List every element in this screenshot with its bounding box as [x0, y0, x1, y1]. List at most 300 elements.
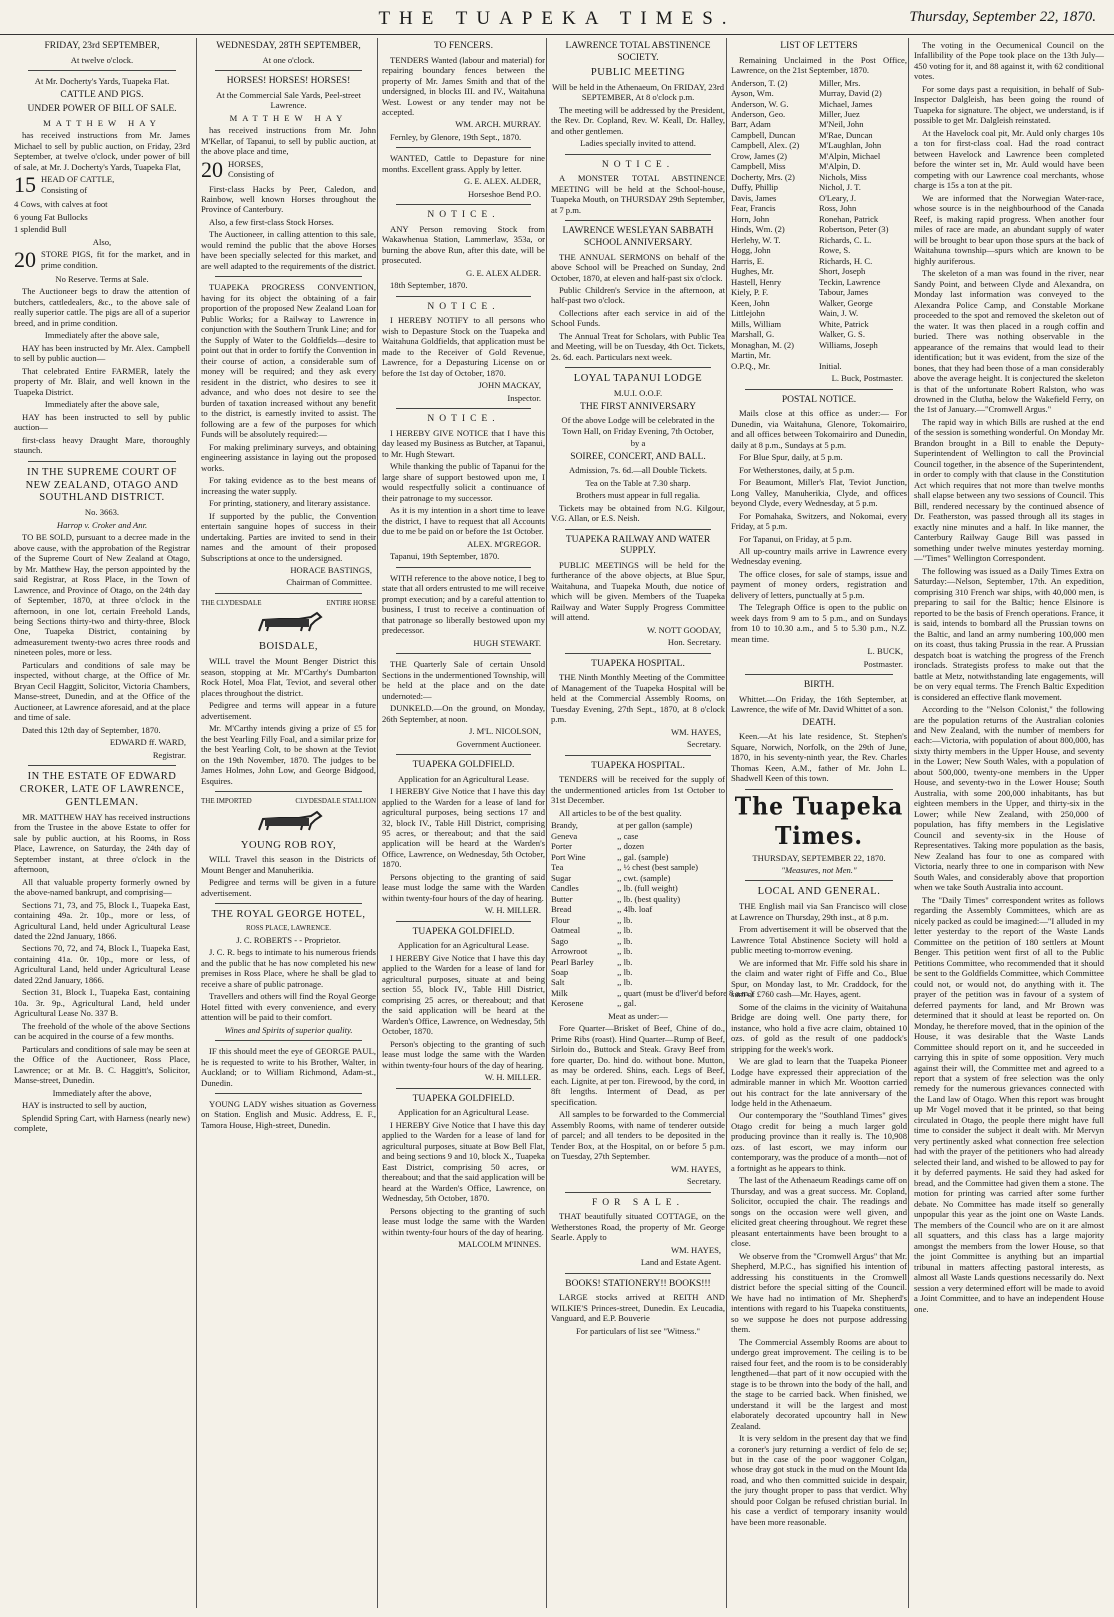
- ad-text: has received instructions from Mr. John M'Kellar, of Tapanui, to sell by public auction, at the above place and time,: [201, 125, 376, 157]
- ad-text: PUBLIC MEETINGS will be held for the furtherance of the above objects, at Blue Spur, Waitahuna, and Tuapeka Mouth, due notice of which will be given. Members of the Tuapeka Railway and Water Supply Progress Committee will attend.: [551, 559, 725, 623]
- ad-text: HEAD OF CATTLE,: [41, 174, 115, 185]
- letter-recipient: M'Alpin, D.: [819, 161, 861, 172]
- ad-text: TUAPEKA PROGRESS CONVENTION, having for its object the obtaining of a fair proportion of the proposed New Zealand Loan for Public Works; for a Railway to Lawrence in conjunction with the Southern Trunk Line; and for the Supply of Water to the Goldfields—desire to point out that in order to fortify the Convention in their course of action, a considerable sum of money will be required; and they ask every resident in the district, who desires to see it advance, and who does not desire to see the burden of taxation increased without any benefit to the district, is earnestly invited to assist. The following are a few of the purposes for which Funds will be absolutely required:—: [201, 282, 376, 440]
- letter-recipient: O.P.Q., Mr.: [731, 360, 771, 371]
- ad-text: Section 31, Block I., Tuapeka East, containing 10a. 3r. 9p., Agricultural Land, held under Agricultural Lease No. 337 B.: [14, 987, 190, 1019]
- tender-item-name: Bread: [551, 904, 572, 915]
- tender-item-name: Tea: [551, 862, 564, 873]
- soiree-heading: SOIREE, CONCERT, AND BALL.: [570, 451, 706, 462]
- ad-text: For taking evidence as to the best means of increasing the water supply.: [201, 475, 376, 496]
- letter-recipient: Initial.: [819, 360, 842, 371]
- ad-text: THAT beautifully situated COTTAGE, on the Wetherstones Road, the property of Mr. George Searle. Apply to: [551, 1211, 725, 1243]
- ad-text: Wines and Spirits of superior quality.: [224, 1024, 353, 1035]
- letter-recipient: Duffy, Phillip: [731, 182, 779, 193]
- goldfield-heading: TUAPEKA GOLDFIELD.: [412, 926, 515, 937]
- tender-item-unit: ,, lb.: [617, 925, 633, 936]
- ad-text: For Blue Spur, daily, at 5 p.m.: [739, 452, 843, 463]
- tender-item-name: Kerosene: [551, 998, 584, 1009]
- column-3: [377, 38, 549, 1608]
- ad-text: Tickets may be obtained from N.G. Kilgour, V.G. Allan, or E.S. Neish.: [551, 502, 725, 524]
- ad-text: DUNKELD.—On the ground, on Monday, 26th September, at noon.: [382, 703, 545, 724]
- article-text: At the Havelock coal pit, Mr. Auld only charges 10s a ton for first-class coal. Had the road contract between Havelock and Lawrence been completed before the winter set in, Mr. Auld would have been competing with our Lawrence coal merchants, whose charge is 15s a ton at the pit.: [914, 127, 1104, 191]
- article-text: THE English mail via San Francisco will close at Lawrence on Thursday, 29th inst., at 8 p.m.: [731, 901, 907, 922]
- ad-text: WILL Travel this season in the Districts of Mount Benger and Manuherikia.: [201, 854, 376, 875]
- ad-text: For Pomahaka, Switzers, and Nokomai, every Friday, at 5 p.m.: [731, 510, 907, 532]
- horse-label: THE IMPORTED: [201, 797, 252, 806]
- sale-time: At twelve o'clock.: [70, 54, 134, 65]
- ad-text: The Auctioneer, in calling attention to this sale, would remind the public that the above Horses have been specially selected for this market, and are well adapted to the requirements of the district.: [201, 229, 376, 271]
- hotel-proprietor: J. C. ROBERTS - - Proprietor.: [236, 934, 341, 945]
- column-6: [908, 38, 1104, 1608]
- ad-text: Persons objecting to the granting of such lease must lodge the same with the Warden within twenty-four hours of the day of hearing.: [382, 1205, 545, 1237]
- letter-recipient: Littlejohn: [731, 308, 765, 319]
- article-text: Some of the claims in the vicinity of Waitahuna Bridge are doing well. One party there, for instance, who hold a five acre claim, obtained 10 ozs. of gold as the result of one paddock's stripping for the week's work.: [731, 1001, 907, 1054]
- ad-text: Admission, 7s. 6d.—all Double Tickets.: [569, 465, 707, 476]
- ad-text: Pedigree and terms will be given in a future advertisement.: [201, 877, 376, 898]
- signature: G. E. ALEX. ALDER,: [463, 176, 541, 187]
- horse-label: THE CLYDESDALE: [201, 598, 262, 607]
- local-general-heading: LOCAL AND GENERAL.: [757, 886, 881, 898]
- ad-text: Tea on the Table at 7.30 sharp.: [585, 477, 691, 488]
- ad-text: Brothers must appear in full regalia.: [575, 490, 701, 501]
- ad-text: I HEREBY Give Notice that I have this day applied to the Warden for a lease of land for agricultural purposes, situate at Bow Bell Flat, and being sections 9 and 10, block X., Tuapeka East District, comprising 50 acres, or thereabout; and that the said application will be heard at the Warden's Office, Lawrence, on Wednesday, 5th October, 1870.: [382, 1119, 545, 1204]
- notice-heading: NOTICE.: [427, 210, 500, 221]
- ad-text: has received instructions from Mr. James Michael to sell by public auction, on Friday, 23rd September, at twelve o'clock, under power of bill of sale, at Mr. J. Docherty's Yards, Tuapeka Flat,: [14, 130, 190, 172]
- ad-text: WANTED, Cattle to Depasture for nine months. Excellent grass. Apply by letter.: [382, 153, 545, 174]
- letters-left: [731, 78, 819, 372]
- ad-text: Consisting of: [41, 184, 88, 195]
- newspaper-title: THE TUAPEKA TIMES.: [378, 8, 736, 29]
- letter-recipient: Ronehan, Patrick: [819, 213, 879, 224]
- tender-item: [551, 925, 725, 935]
- letters-list: [731, 78, 907, 372]
- sale-time: At one o'clock.: [262, 54, 315, 65]
- ad-text: All samples to be forwarded to the Commercial Assembly Rooms, with name of tenderer outside of parcel; and all tenders to be deposited in the Tender Box, at the Hospital, on or before 5 p.m. on Tuesday, 27th September.: [551, 1109, 725, 1162]
- signature: L. Buck, Postmaster.: [831, 373, 903, 384]
- signature-title: Hon. Secretary.: [667, 637, 721, 648]
- ad-text: Whittet.—On Friday, the 16th September, at Lawrence, the wife of Mr. David Whittet of a son.: [731, 693, 907, 715]
- letter-recipient: Docherty, Mrs. (2): [731, 171, 795, 182]
- tender-item-unit: ,, ½ chest (best sample): [617, 862, 699, 873]
- sale-date-heading: WEDNESDAY, 28TH SEPTEMBER,: [216, 41, 361, 51]
- cattle-count: 15: [14, 172, 36, 198]
- tender-item: [551, 987, 754, 998]
- tender-item: [551, 936, 725, 946]
- ad-text: Mails close at this office as under:— For Dunedin, via Waitahuna, Glenore, Tokomairiro, and all offices between Tokomairiro and Dunedin, daily at 8 p.m., Sundays at 5 p.m.: [731, 408, 907, 450]
- railway-heading: TUAPEKA RAILWAY AND WATER SUPPLY.: [565, 534, 711, 557]
- ad-text: Consisting of: [228, 169, 275, 180]
- letter-recipient: Michael, James: [819, 98, 873, 109]
- death-heading: DEATH.: [802, 717, 836, 728]
- ad-text: THE Ninth Monthly Meeting of the Committee of Management of the Tuapeka Hospital will be held at the Commercial Assembly Rooms, on Tuesday Evening, 27th Sept., 1870, at 8 o'clock p.m.: [551, 672, 725, 725]
- hospital-heading: TUAPEKA HOSPITAL.: [591, 658, 685, 669]
- birth-heading: BIRTH.: [803, 680, 835, 691]
- tender-item: [551, 998, 725, 1008]
- letter-recipient: Campbell, Alex. (2): [731, 140, 800, 151]
- tender-item-unit: ,, gal. (sample): [617, 851, 669, 862]
- article-text: We observe from the "Cromwell Argus" that Mr. Shepherd, M.P.C., has signified his intention of addressing his constituents in the Cromwell district before the special sitting of the Council. We have had no intimation of Mr. Shepherd's intentions with regard to his Tuapeka constituents, so we suppose he does not purpose addressing them.: [731, 1250, 907, 1335]
- ad-text: J. C. R. begs to intimate to his numerous friends and the public that he has now completed his new premises in Ross Place, where he shall be glad to receive a share of public patronage.: [201, 947, 376, 989]
- ad-text: first-class heavy Draught Mare, thoroughly staunch.: [14, 434, 190, 456]
- ad-text: Fore Quarter—Brisket of Beef, Chine of do., Prime Ribs (roast). Hind Quarter—Rump of Beef, Sirloin do., Buttock and Steak. Gravy Beef from fore quarter, Do. hind do. without bone. Mutton, as may be ordered. Shins, each. Legs of Beef, each. Lignite, at per ton. Firewood, by the cord, in 8ft lengths. Interment of Dead, as per specification.: [551, 1023, 725, 1107]
- article-text: The rapid way in which Bills are rushed at the end of the session is something wonderful. On Monday Mr. Brandon brought in a Bill to enable the Deputy-Superintendent of Wellington to call the Provincial Council together, in the absence of the Superintendent, in order to comply with that clause in the Constitution Act which requires that not more than twelve months shall elapse between any two sessions of Council. This Bill, rendered necessary by the continued absence of Dr. Featherston, was passed through all its stages in exactly nine minutes and a half. In like manner, the Canterbury Railway Gauge Bill was passed in something under twelve minutes yesterday morning.—"Times" Wellington Correspondent.: [914, 416, 1105, 564]
- letter-recipient: Ayson, Wm.: [731, 88, 774, 99]
- tender-item: [551, 894, 725, 904]
- lodge-heading: LOYAL TAPANUI LODGE: [573, 373, 703, 385]
- ad-text: Travellers and others will find the Royal George Hotel fitted with every convenience, and every attention will be paid to their comfort.: [201, 991, 376, 1023]
- ad-text: HAY has been instructed to sell by public auction—: [14, 411, 190, 433]
- estate-heading: IN THE ESTATE OF EDWARD CROKER, LATE OF LAWRENCE, GENTLEMAN.: [19, 771, 185, 808]
- tender-item-unit: ,, dozen: [617, 841, 645, 852]
- signature: W. H. MILLER.: [484, 905, 541, 916]
- signature: WM. HAYES,: [670, 726, 721, 737]
- goldfield-heading: TUAPEKA GOLDFIELD.: [412, 1093, 515, 1104]
- ad-text: Sections 71, 73, and 75, Block I., Tuapeka East, containing 49a. 2r. 10p., more or less, of Agricultural Land, held under Agricultural Lease dated the 22nd January, 1866.: [14, 899, 190, 941]
- tender-item-name: Sago: [551, 935, 569, 946]
- signature: W. H. MILLER.: [484, 1072, 541, 1083]
- letter-recipient: Anderson, T. (2): [731, 77, 788, 88]
- horse-count: 20: [201, 156, 223, 182]
- article-text: The last of the Athenaeum Readings came off on Thursday, and was a great success. Mr. Copland, Solicitor, occupied the chair. The readings and songs on the occasion were well given, and elicited great cheering throughout. We regret these pleasant entertainments have been brought to a close.: [731, 1175, 907, 1249]
- notice-heading: NOTICE.: [601, 159, 675, 170]
- letter-recipient: Harris, E.: [731, 255, 765, 266]
- signature-title: Chairman of Committee.: [286, 577, 372, 588]
- signature: J. M'L. NICOLSON,: [469, 726, 541, 737]
- tender-item: [551, 831, 725, 841]
- signature: G. E. ALEX ALDER.: [466, 267, 541, 278]
- letter-recipient: Miller, Mrs.: [819, 77, 861, 88]
- columns: [14, 38, 1105, 1608]
- signature-title: Secretary.: [686, 1176, 721, 1187]
- article-text: The voting in the Oecumenical Council on the Infallibility of the Pope took place on the 13th July—450 voting for it, and 88 against it, with 62 conditional votes.: [914, 40, 1104, 82]
- letter-recipient: Walker, George: [819, 297, 873, 308]
- ad-text: Splendid Spring Cart, with Harness (nearly new) complete,: [14, 1112, 190, 1134]
- tender-item-unit: at per gallon (sample): [617, 820, 693, 831]
- fencers-heading: TO FENCERS.: [434, 41, 493, 51]
- tender-item-unit: ,, lb. (full weight): [617, 883, 678, 894]
- letter-recipient: M'Laughlan, John: [819, 140, 882, 151]
- ad-text: Particulars and conditions of sale may be inspected, without charge, at the Office of Mr. Bryan Cecil Haggitt, Solicitor, Victoria Chambers, Manse-street, Dunedin, and at the Office of the Auctioneer, at Lawrence aforesaid, and at the place and time of sale.: [14, 659, 190, 723]
- letter-recipient: Campbell, Duncan: [731, 129, 796, 140]
- letter-recipient: Marshall, G.: [731, 329, 775, 340]
- ad-text: TENDERS Wanted (labour and material) for repairing boundary fences between the property of Mr. James Smith and that of the undersigned, in blocks III. and IV., Waitahuna West. Lowest or any tender may not be accepted.: [382, 54, 545, 117]
- article-text: According to the "Nelson Colonist," the following are the population returns of the Australian colonies and New Zealand, with the number of members for each:—Victoria, with population of about 800,000, has sixty thirty members in the Upper House, and seventy in the Lower; New South Wales, with a population of about 500,000, twenty-one members in the Upper House, and seventy-two in the Lower House; South Australia, with some 200,000 inhabitants, has but eighteen members in the Upper, and thirty-six in the Lower; while New Zealand, with 250,000 of population, has fifty members in the Legislative Council and seventy-six in the House of Representatives. Taking more population as the basis, New Zealand has four to one as compared with Victoria, nearly three to one in comparison with New South Wales, and considerably above that proportion when we take South Australia into account.: [914, 704, 1104, 893]
- letter-recipient: Fear, Francis: [731, 203, 776, 214]
- tender-item-name: Candles: [551, 883, 579, 894]
- signature: L. BUCK,: [867, 646, 903, 657]
- tender-item-name: Milk: [551, 987, 568, 998]
- signature: HUGH STEWART.: [473, 637, 541, 648]
- court-heading: IN THE SUPREME COURT OF NEW ZEALAND, OTAGO AND SOUTHLAND DISTRICT.: [25, 466, 179, 504]
- tender-item: [551, 967, 725, 977]
- tender-item-name: Brandy,: [551, 820, 578, 831]
- lodge-subheading: M.U.I. O.O.F.: [613, 388, 663, 399]
- tender-item-unit: ,, lb.: [617, 946, 633, 957]
- letter-recipient: Horn, John: [731, 213, 770, 224]
- ad-text: For particulars of list see "Witness.": [575, 1325, 701, 1336]
- tender-item-name: Soap: [551, 966, 569, 977]
- ad-text: For Tapanui, on Friday, at 5 p.m.: [739, 533, 852, 544]
- letter-recipient: Walker, G. S.: [819, 329, 865, 340]
- letter-recipient: Crow, James (2): [731, 150, 788, 161]
- tender-item-unit: ,, gal.: [617, 998, 637, 1009]
- ad-text: All that valuable property formerly owned by the above-named bankrupt, and comprising—: [14, 876, 190, 898]
- letters-heading: LIST OF LETTERS: [780, 41, 858, 51]
- letters-right: [819, 78, 907, 372]
- ad-text: First-class Hacks by Peer, Caledon, and Rainbow, well known Horses throughout the Province of Canterbury.: [201, 183, 376, 215]
- signature: MALCOLM M'INNES.: [458, 1239, 541, 1250]
- signature: EDWARD ff. WARD,: [109, 737, 186, 748]
- tender-item-unit: ,, lb. (best quality): [617, 893, 681, 904]
- ad-text: THE ANNUAL SERMONS on behalf of the above School will be Preached on Sunday, 2nd October, 1870, at eleven and half-past six o'clock.: [551, 251, 725, 283]
- ad-text: Also, a few first-class Stock Horses.: [209, 216, 334, 227]
- column-1: [14, 38, 194, 1608]
- letter-recipient: White, Patrick: [819, 318, 869, 329]
- ad-text: Dated this 12th day of September, 1870.: [22, 724, 161, 735]
- tender-item-name: Flour: [551, 914, 570, 925]
- ad-text: Fernley, by Glenore, 19th Sept., 1870.: [390, 131, 522, 142]
- ad-text: Ladies specially invited to attend.: [580, 138, 696, 149]
- article-text: The Commercial Assembly Rooms are about to undergo great improvement. The ceiling is to be raised four feet, and the room is to be considerably lengthened—that part of it now occupied with the stage is to be thrown into the body of the hall, and the stage to be carried back. When finished, we understand it will be the largest and most elaborately decorated upcountry hall in New Zealand.: [731, 1336, 907, 1431]
- ad-text: TO BE SOLD, pursuant to a decree made in the above cause, with the approbation of the Registrar of the Supreme Court of New Zealand at Otago, by Mr. Matthew Hay, the person appointed by the said Registrar, at Ross Place, in the Town of Lawrence, and Province of Otago, on the 24th day of September, 1870, at three o'clock in the afternoon, in one lot, certain Freehold Lands, being Sections thirty-two and thirty-three, Block One, Tuapeka District, containing by admeasurement twenty-two acres three roods and nineteen poles, more or less.: [14, 532, 190, 658]
- goldfield-heading: TUAPEKA GOLDFIELD.: [412, 759, 515, 770]
- tender-item-name: Sugar: [551, 872, 572, 883]
- tender-item-unit: ,, 4lb. loaf: [617, 904, 653, 915]
- ad-text: I HEREBY NOTIFY to all persons who wish to Depasture Stock on the Tuapeka and Waitahuna Goldfields, that application must be made to the Receiver of Gold Revenue, Lawrence, for a Depasturing License on or before the 1st day of October, 1870.: [382, 315, 545, 378]
- auctioneer-name: MATTHEW HAY: [229, 112, 348, 123]
- ad-text: TENDERS will be received for the supply of the undermentioned articles from 1st October to 31st December.: [551, 774, 725, 806]
- horse-label: CLYDESDALE STALLION: [295, 797, 376, 806]
- tender-item-unit: ,, lb.: [617, 977, 633, 988]
- ad-text: For making preliminary surveys, and obtaining engineering assistance in laying out the proposed works.: [201, 441, 376, 473]
- letter-recipient: [819, 350, 863, 360]
- letter-recipient: Campbell, Miss: [731, 161, 786, 172]
- letter-recipient: Hinds, Wm. (2): [731, 224, 785, 235]
- hotel-heading: THE ROYAL GEORGE HOTEL,: [211, 909, 366, 921]
- ad-text: Pedigree and terms will appear in a future advertisement.: [201, 700, 376, 721]
- signature: JOHN MACKAY,: [478, 380, 541, 391]
- books-heading: BOOKS! STATIONERY!! BOOKS!!!: [565, 1278, 711, 1289]
- ad-text: The Auctioneer begs to draw the attention of butchers, cattledealers, &c., to the above sale of really superior cattle. The pigs are all of a superior breed, and in prime condition.: [14, 286, 190, 328]
- ad-text: MR. MATTHEW HAY has received instructions from the Trustee in the above Estate to offer for sale by public auction, at his Rooms, in Ross Place, Lawrence, on Saturday, the 24th day of September instant, at three o'clock in the afternoon,: [14, 811, 190, 875]
- signature-title: Government Auctioneer.: [456, 738, 541, 749]
- for-sale-heading: FOR SALE.: [592, 1197, 684, 1208]
- ad-text: HAY is instructed to sell by auction,: [22, 1100, 147, 1111]
- column-2: [196, 38, 380, 1608]
- signature-title: Postmaster.: [863, 658, 903, 669]
- signature: WM. HAYES,: [670, 1163, 721, 1174]
- ad-text: The office closes, for sale of stamps, issue and payment of money orders, registration and delivery of letters, punctually at 5 p.m.: [731, 568, 907, 600]
- horse-name: BOISDALE,: [258, 641, 319, 653]
- ad-text: Immediately after the above sale,: [44, 399, 160, 410]
- case-number: No. 3663.: [84, 507, 120, 518]
- case-parties: Harrop v. Croker and Anr.: [56, 519, 148, 530]
- ad-text: Mr. M'Carthy intends giving a prize of £5 for the best Yearling Filly Foal, and a similar prize for the best Yearling Colt, to be shown at the Teviot on the 19th November, 1870. The judges to be James Holmes, John Low, and George Bidgood, Esquires.: [201, 723, 376, 786]
- tender-item-name: Butter: [551, 893, 573, 904]
- ad-text: For Beaumont, Miller's Flat, Teviot Junction, Long Valley, Manuherikia, Clyde, and offices beyond Clyde, every Wednesday, at 5 p.m.: [731, 477, 907, 509]
- paper-nameplate: The Tuapeka Times.: [734, 792, 904, 851]
- sale-location: At Mr. Docherty's Yards, Tuapeka Flat.: [34, 76, 170, 87]
- issue-date: Thursday, September 22, 1870.: [909, 9, 1096, 25]
- letter-recipient: Anderson, W. G.: [731, 98, 789, 109]
- ad-text: HAY has been instructed by Mr. Alex. Campbell to sell by public auction—: [14, 342, 190, 364]
- signature-title: Horseshoe Bend P.O.: [467, 188, 541, 199]
- article-text: It is very seldom in the present day that we find a coroner's jury returning a verdict of felo de se; but in the case of the poor waggoner Colgan, whose dray got stuck in the mud on the Mount Ida road, and who then committed suicide in despair, the jury thought proper to pass that verdict. Why should poor Colgan be refused christian burial. In his case a verdict of temporary insanity would have been more reasonable.: [731, 1433, 907, 1527]
- column-5: [726, 38, 911, 1608]
- cattle-heading: CATTLE AND PIGS.: [60, 89, 144, 100]
- article-text: We are glad to learn that the Tuapeka Pioneer Lodge have expressed their appreciation of the admirable manner in which Mr. Wootton carried out his contract for the late anniversary of the lodge held in the Athenaeum.: [731, 1056, 907, 1108]
- ad-text: The Telegraph Office is open to the public on week days from 9 am to 5 p.m., and on Sundays from 10 to 10.30 a.m., and 5 to 5.30 p.m., N.Z. mean time.: [731, 602, 907, 644]
- horses-heading: HORSES! HORSES! HORSES!: [226, 76, 351, 87]
- masthead: [0, 0, 1114, 35]
- letter-recipient: Martin, Mr.: [731, 350, 771, 361]
- paper-motto: "Measures, not Men.": [781, 865, 857, 875]
- sale-location: At the Commercial Sale Yards, Peel-street Lawrence.: [216, 89, 361, 111]
- ad-text: Public Children's Service in the afternoon, at half-past two o'clock.: [551, 284, 725, 306]
- goldfield-subheading: Application for an Agricultural Lease.: [397, 773, 529, 784]
- letter-recipient: Ross, John: [819, 203, 857, 214]
- tender-item-name: Oatmeal: [551, 925, 581, 936]
- tender-item-unit: ,, lb.: [617, 914, 633, 925]
- tender-item: [551, 852, 725, 862]
- ad-text: Tapanui, 19th September, 1870.: [390, 551, 500, 562]
- signature-title: Inspector.: [507, 392, 541, 403]
- ad-text: YOUNG LADY wishes situation as Governess on Station. English and Music. Address, E. F., Tamora House, High-street, Dunedin.: [201, 1098, 376, 1130]
- letter-recipient: O'Leary, J.: [819, 192, 857, 203]
- ad-text: A MONSTER TOTAL ABSTINENCE MEETING will be held at the School-house, Tuapeka Mouth, on THURSDAY 29th September, at 7 p.m.: [551, 173, 725, 215]
- article-text: The skeleton of a man was found in the river, near Sandy Point, and between Clyde and Alexandra, on Monday last information was conveyed to the Alexandra Police Camp, and Constable Morkane proceeded to the spot and removed the skeleton out of the water. It was then placed in a rough coffin and buried. There was nothing observable in the appearance of the remains that would lead to their identification; but it was evident, from the size of the bones, that they had been those of a man considerably above the average height. It is conjectured the skeleton is that of the unfortunate Robert Ralston, who was drowned in the Clutha, below the Wakefield Ferry, on the 1st of January.—"Cromwell Argus.": [914, 268, 1104, 415]
- tender-item-name: Arrowroot: [551, 946, 588, 957]
- ad-text: For Wetherstones, daily, at 5 p.m.: [739, 464, 855, 475]
- letter-recipient: Keen, John: [731, 297, 770, 308]
- goldfield-subheading: Application for an Agricultural Lease.: [397, 1107, 529, 1118]
- ad-text: I HEREBY Give Notice that I have this day applied to the Warden for a lease of land for agricultural purposes, situate at and being section 55, block IV., Table Hill District, comprising 25 acres, or thereabout; and that the said application will be heard at the Warden's Office, Lawrence, on Wednesday, 5th October, 1870.: [382, 952, 545, 1037]
- ad-text: That celebrated Entire FARMER, lately the property of Mr. Blair, and well known in the Tuapeka District.: [14, 365, 190, 397]
- ad-text: by a: [630, 438, 646, 449]
- signature-title: Land and Estate Agent.: [640, 1257, 721, 1268]
- ad-text: Person's objecting to the granting of such lease must lodge the same with the Warden within twenty-four hours of the day of hearing.: [382, 1038, 545, 1070]
- tender-item-name: Port Wine: [551, 851, 586, 862]
- letter-recipient: Hastell, Henry: [731, 276, 782, 287]
- anniversary-heading: THE FIRST ANNIVERSARY: [580, 401, 696, 412]
- tender-item-name: Salt: [551, 977, 565, 988]
- letter-recipient: M'Alpin, Michael: [819, 150, 881, 161]
- auctioneer-name: MATTHEW HAY: [43, 117, 161, 128]
- letter-recipient: Nichols, Miss: [819, 171, 867, 182]
- tender-item: [551, 883, 725, 893]
- ad-text: Collections after each service in aid of the School Funds.: [551, 307, 725, 329]
- ad-text: STORE PIGS, fit for the market, and in prime condition.: [41, 249, 190, 270]
- article-text: We are informed that the Norwegian Water-race, whose source is in the neighbourhood of the Canada Reef, is making rapid progress. When another four miles of race are made, an abundant supply of water will be brought to bear upon those spurs at the back of Waitahuna township—spurs which are known to be highly auriferous.: [914, 192, 1104, 266]
- letter-recipient: Nichol, J. T.: [819, 182, 861, 193]
- sale-date-heading: FRIDAY, 23rd SEPTEMBER,: [44, 41, 160, 51]
- list-item: 1 splendid Bull: [14, 224, 67, 235]
- notice-heading: NOTICE.: [427, 414, 500, 425]
- ad-text: The freehold of the whole of the above Sections can be acquired in the course of a few months.: [14, 1020, 190, 1042]
- tender-item-unit: ,, lb.: [617, 956, 633, 967]
- letters-subheading: Remaining Unclaimed in the Post Office, Lawrence, on the 21st September, 1870.: [731, 54, 907, 76]
- tender-item: [551, 841, 725, 851]
- ad-text: 18th September, 1870.: [390, 280, 468, 291]
- tender-item-name: Geneva: [551, 830, 578, 841]
- society-heading: LAWRENCE TOTAL ABSTINENCE SOCIETY.: [565, 41, 711, 63]
- list-item: Also,: [92, 236, 112, 247]
- notice-heading: NOTICE.: [427, 301, 500, 312]
- article-text: For some days past a requisition, in behalf of Sub-Inspector Dalgleish, has been going the round of Tuapeka for signature. The object, we understand, is if possible to get Mr. Dalgleish reinstated.: [914, 83, 1104, 126]
- signature: W. NOTT GOODAY,: [646, 624, 721, 635]
- signature: WM. HAYES,: [670, 1244, 721, 1255]
- ad-text: Persons objecting to the granting of said lease must lodge the same with the Warden within twenty-four hours of the day of hearing.: [382, 871, 545, 903]
- letter-recipient: Anderson, Geo.: [731, 109, 786, 119]
- wesleyan-heading: LAWRENCE WESLEYAN SABBATH SCHOOL ANNIVERSARY.: [562, 226, 714, 248]
- letter-recipient: Robertson, Peter (3): [819, 224, 889, 235]
- tender-item: [551, 977, 725, 987]
- hotel-address: ROSS PLACE, LAWRENCE.: [245, 924, 331, 933]
- article-text: Our contemporary the "Southland Times" gives Otago credit for being a much larger gold producing province than it really is. The 10,908 ozs. of last escort, we may inform our contemporary, was the produce of a month—not of a fortnight as he appears to think.: [731, 1110, 907, 1173]
- tender-list: [551, 820, 754, 1009]
- ad-text: All articles to be of the best quality.: [559, 807, 682, 818]
- ad-text: WITH reference to the above notice, I beg to state that all orders entrusted to me will receive prompt execution; and by a careful attention to business, I trust to receive a continuation of that patronage so liberally bestowed upon my predecessor.: [382, 572, 545, 636]
- letter-recipient: Teckin, Lawrence: [819, 276, 881, 287]
- goldfield-subheading: Application for an Agricultural Lease.: [397, 940, 529, 951]
- signature: WM. ARCH. MURRAY.: [455, 119, 541, 130]
- letter-recipient: Barr, Adam: [731, 119, 771, 130]
- ad-text: ANY Person removing Stock from Wakawhenua Station, Lammerlaw, 353a, or burning the above Run, after this date, will be prosecuted.: [382, 223, 545, 266]
- ad-text: I HEREBY Give Notice that I have this day applied to the Warden for a lease of land for agricultural purposes, being sections 17 and 32, block IV., Table Hill District, comprising 95 acres, or thereabout; and that the said application will be heard at the Warden's Office, Lawrence, on Wednesday, 5th October, 1870.: [382, 786, 545, 870]
- ad-text: Sections 70, 72, and 74, Block I., Tuapeka East, containing 41a. 0r. 10p., more or less, of Agricultural Land, held under Agricultural Lease dated 22nd January, 1866.: [14, 943, 190, 985]
- tender-item: [551, 946, 725, 956]
- ad-text: The meeting will be addressed by the President, the Rev. Dr. Copland, Rev. W. Keall, Dr. Halley, and other gentlemen.: [551, 104, 725, 136]
- list-item: 6 young Fat Bullocks: [14, 211, 88, 222]
- tender-item-name: Pearl Barley: [551, 956, 594, 967]
- tender-item-unit: ,, quart (must be d'liver'd before 8 a.m.): [617, 987, 754, 998]
- letter-recipient: Hughes, Mr.: [731, 266, 774, 277]
- tender-item: [551, 873, 725, 883]
- ad-text: The Annual Treat for Scholars, with Public Tea and Meeting, will be on Tuesday, 4th Oct. Tickets, 2s. 6d. each. Particulars next week.: [551, 330, 725, 362]
- letter-recipient: Murray, David (2): [819, 88, 882, 99]
- public-meeting-heading: PUBLIC MEETING: [590, 67, 686, 79]
- letter-recipient: Williams, Joseph: [819, 339, 878, 350]
- tender-item-unit: ,, cwt. (sample): [617, 872, 671, 883]
- pig-count: 20: [14, 247, 36, 273]
- letter-recipient: Monaghan, M. (2): [731, 339, 795, 350]
- signature-title: Secretary.: [686, 739, 721, 750]
- ad-text: HORSES,: [228, 158, 264, 169]
- paper-date: THURSDAY, SEPTEMBER 22, 1870.: [752, 852, 886, 863]
- bill-of-sale-heading: UNDER POWER OF BILL OF SALE.: [27, 104, 177, 115]
- signature-title: Registrar.: [152, 749, 186, 760]
- letter-recipient: Kiely, P. F.: [731, 287, 769, 298]
- tender-item-unit: ,, lb.: [617, 935, 633, 946]
- horse-label: ENTIRE HORSE: [326, 598, 376, 607]
- letter-recipient: Richards, C. L.: [819, 234, 872, 245]
- ad-text: For printing, stationery, and literary assistance.: [209, 498, 371, 509]
- letter-recipient: Tabour, James: [819, 287, 869, 298]
- article-text: From advertisement it will be observed that the Lawrence Total Abstinence Society will hold a public meeting to-morrow evening.: [731, 924, 907, 956]
- ad-text: Immediately after the above sale,: [44, 330, 160, 341]
- letter-recipient: Short, Joseph: [819, 266, 866, 277]
- horse-illustration: [249, 810, 329, 836]
- ad-text: All up-country mails arrive in Lawrence every Wednesday evening.: [731, 545, 907, 567]
- signature: ALEX. M'GREGOR.: [467, 538, 541, 549]
- ad-text: Immediately after the above,: [52, 1087, 152, 1098]
- ad-text: WILL travel the Mount Benger District this season, stopping at Mr. M'Carthy's Dumbarton Rock Hotel, Moa Flat, Teviot, and several other places throughout the district.: [201, 656, 376, 698]
- horse-illustration: [249, 611, 329, 637]
- article-text: The "Daily Times" correspondent writes as follows regarding the Assembly Committees, which are as nicely packed as could be imagined:—"I alluded in my letter yesterday to the report of the Waste Lands Committee on the petition of 180 settlers at Mount Benger. This petition went first of all to the Public Petitions Committee, who recommended that it should be sent to the Goldfields Committee, which Committee could not, or would not, do anything with it. The prayer of the petition was in favour of a system of deferred payments for land, and Mr Brown was determined that it should at least be reported on. On Monday, he therefore moved, that in the opinion of the House, it was desirable that the Waste Lands Committee should report on it, and he succeeded in carrying this in spite of some opposition. Very much against their will, the Committee met and agreed to a report that a system of free selection was the only remedy for the numerous grievances connected with the Land law of Otago. When this report was brought up Mr Vogel moved that it be printed, so that being circulated in Otago, the people there might have full time to consider the subject it dealt with. Mr Mervyn very pertinently asked what connection free selection had with the prayer of the petitioners who had already selected their land, and wished to be allowed to pay for it by deferred payments. He said they had asked for bread, and the Committee had given them a stone. The motion for printing was carried after some further debate. No Committee has made itself so generally unpopular this year as the joint one on Waste Lands. The members of the Council who are on it are almost all squatters, and this class has a large majority amongst the members from the lower House, so that the joint Committee is anything but an impartial tribunal in matters affecting pastoral interests, as almost all Waste Lands questions necessarily do. Next session a very determined effort will be made to avoid a Joint Committee, and to have an independent House one.: [914, 894, 1104, 1314]
- hospital-heading: TUAPEKA HOSPITAL.: [591, 760, 685, 771]
- tender-item-unit: ,, case: [617, 830, 639, 841]
- letter-recipient: M'Rae, Duncan: [819, 129, 873, 140]
